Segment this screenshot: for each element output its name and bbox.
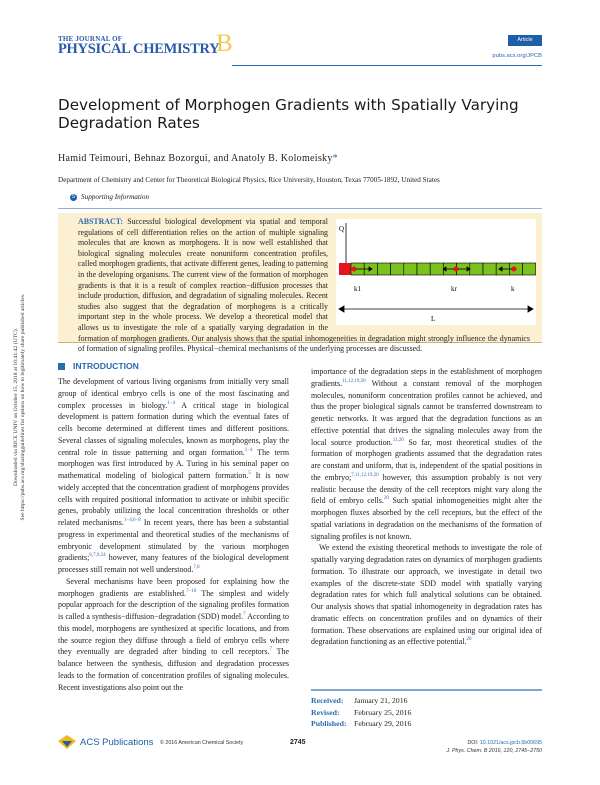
paragraph-text: Such spatial inhomogeneities might alter the morphogen fluxes absorbed by the cell receptors, but the effect of the spatial variations in degradation on the mechanisms of the formation of signaling profiles is not known. [311,496,542,541]
journal-logo-line1: THE JOURNAL OF [58,35,123,43]
citation-link[interactable]: 7,8 [193,565,200,570]
citation-link[interactable]: 7,11,12,19,20 [351,472,379,478]
citation-link[interactable]: 6,7,9,24 [89,553,106,559]
doi-label: DOI: [467,740,479,746]
left-column [58,376,289,693]
paragraph-text: The balance between the synthesis, diffusion and degradation processes leads to the formation of concentration profiles of signaling molecules. Recent investigations also point out the [58,647,289,692]
author-list [58,153,338,164]
supporting-information-link[interactable] [70,193,149,201]
paragraph [58,576,289,694]
paragraph [58,376,289,576]
source-cell [339,263,351,275]
publisher-name: ACS Publications [80,736,154,748]
figure-label-kr: kr [451,285,457,293]
paragraph-text: however, this assumption probably is not very realistic because the density of the cell receptors might vary along the field of embryo cells. [311,472,542,506]
date-value: January 21, 2016 [354,696,408,705]
copyright: © 2016 American Chemical Society [160,740,244,746]
embryo-cell [417,263,430,275]
paragraph-text: importance of the degradation steps in the establishment of morphogen gradients. [311,367,542,388]
paragraph-text: So far, most theoretical studies of the formation of morphogen gradients assumed that the degradation rates are constant and uniform, that is, independent of the spatial positions in the embryo; [311,437,542,482]
right-column [311,366,542,648]
citation-link[interactable]: 20 [466,637,472,643]
citation-link[interactable]: 7 [243,612,246,617]
affiliation: Department of Chemistry and Center for Theoretical Biological Physics, Rice University, Houston, Texas 77005-1892, United States [58,176,440,184]
section-heading-label: INTRODUCTION [73,361,139,371]
figure-label-k: k [511,285,515,293]
embryo-cell [391,263,404,275]
embryo-cell [430,263,443,275]
title-divider [58,208,542,209]
date-label: Revised: [311,707,340,717]
citation-link[interactable]: 11,20 [392,437,404,443]
particle-marker [352,267,357,272]
journal-logo-letter: B [216,30,233,57]
authors: Hamid Teimouri, Behnaz Bozorgui, and Anatoly B. Kolomeisky [58,153,333,164]
embryo-cell [377,263,390,275]
date-label: Received: [311,696,344,705]
paragraph-text: We extend the existing theoretical methods to investigate the role of spatially varying degradation rates on dynamics of morphogen gradients formation. To illustrate our approach, we investigate in detail two examples of the discrete-state SDD model with spatially varying degradation rates for which full analytical solutions can be obtained. Our analysis shows that spatial inhomogeneity in degradation rates has dramatic effects on concentration profiles and on dynamics of their formation. These observations are explained using our original idea of degradation functioning as an effective potential. [311,543,542,647]
citation-link[interactable]: 1−4 [167,400,176,406]
citation-link[interactable]: 5 [248,471,251,476]
download-notice [13,237,27,577]
date-value: February 25, 2016 [354,707,412,717]
date-label: Published: [311,719,347,728]
date-published [311,718,542,730]
section-marker-icon [58,363,65,370]
journal-logo-line2: PHYSICAL CHEMISTRY [58,41,220,57]
paragraph [311,542,542,648]
doi-link[interactable]: 10.1021/acs.jpcb.6b00695 [479,740,542,746]
abstract-figure [336,219,536,325]
abstract-box [58,213,542,354]
publication-dates [311,689,542,730]
acs-publications-logo [58,735,153,749]
embryo-cell [523,263,536,275]
paragraph-text: however, many features of the biological development processes still remain not well understood. [58,553,289,574]
page-number: 2745 [290,739,306,746]
paragraph-text: In recent years, there has been a substantial progress in experimental and theoretical studies of the mechanisms of embryonic development stimulated by the various morphogen gradients; [58,518,289,563]
figure-label-l: L [431,315,436,323]
journal-citation: J. Phys. Chem. B 2016, 120, 2745−2750 [446,748,542,754]
abstract-body: Successful biological development via spatial and temporal regulations of cell differentiation relies on the action of multiple signaling molecules that are known as morphogens. It is now well established that biological signaling molecules create nonuniform concentration profiles, called morphogen gradients, that activate different genes, leading to patterning in the developing organisms. The current view of the formation of morphogen gradients is that it is a result of complex reaction−diffusion processes that include production, diffusion, and degradation of signaling molecules. Recent studies also suggest that the degradation of morphogens is a critically important step in the whole process. We develop a theoretical model that allows us to investigate the role of a spatially varying degradation in the formation of morphogen gradients. Our analysis shows that the spatial inhomogeneities in degradation might strongly influence the dynamics of formation of signaling profiles. Physical−chemical mechanisms of the underlying processes are discussed. [78,217,530,354]
paragraph-text: The term morphogen was first introduced by A. Turing in his seminal paper on mathematical modeling of biological pattern formation. [58,447,289,480]
figure-label-q: Q [339,225,345,233]
date-revised [311,707,542,719]
article-type-badge: Article [508,35,542,46]
citation-link[interactable]: 20 [383,496,389,502]
supporting-info-icon: S [71,193,76,200]
section-heading-introduction [58,361,139,371]
particle-marker [512,267,517,272]
article-title: Development of Morphogen Gradients with Spatially Varying Degradation Rates [58,96,519,132]
paragraph-text: According to this model, morphogens are synthesized at specific locations, and from the source region they diffuse through a field of embryo cells where they eventually are degraded after binding to cell receptors. [58,612,289,657]
date-received [311,695,542,707]
supporting-info-label: Supporting Information [81,193,150,201]
citation-link[interactable]: 11,12,19,20 [342,378,366,384]
paragraph-text: A critical stage in biological development is pattern formation during which the eventual fates of cells become determined at different times and different positions. Several classes of signaling molecules, known as morphogens, play the central role in tissue patterning and organ formation. [58,400,289,457]
date-value: February 29, 2016 [354,719,412,728]
paragraph [311,366,542,542]
citation-link[interactable]: 7 [269,647,272,653]
abstract-label: ABSTRACT: [78,217,124,226]
acs-logo-icon [58,735,76,749]
corresponding-author-link[interactable]: * [332,153,338,164]
citation-link[interactable]: 1−4 [244,447,253,453]
paragraph-text: Several mechanisms have been proposed for explaining how the morphogen gradients are established. [58,576,289,598]
citation-link[interactable]: 7−10 [185,588,197,594]
citation-link[interactable]: 1−4,6−8 [123,518,141,523]
particle-marker [454,267,459,272]
embryo-cell [470,263,483,275]
journal-url-link[interactable]: pubs.acs.org/JPCB [492,53,542,59]
figure-label-k1: k1 [354,285,361,293]
download-notice-line2: See https://pubs.acs.org/sharingguidelines for options on how to legitimately share published articles. [20,293,26,521]
embryo-cell [483,263,496,275]
paragraph-text: The simplest and widely popular approach for the description of the signaling profiles formation is called a synthesis−diffusion−degradation (SDD) model. [58,588,289,621]
header-rule [232,65,542,66]
embryo-cell [404,263,417,275]
paragraph-text: The development of various living organisms from initially very small group of identical embryo cells is one of the most fascinating and complex processes in biology. [58,377,289,410]
paragraph-text: Without a constant removal of the morphogen molecules, nonuniform concentration profiles cannot be achieved, and thus the proper biological signals cannot be transferred downstream to genetic networks. It was argued that the degradation functions as an effective potential that drives the signaling molecules away from the local source production. [311,378,542,447]
paragraph-text: It is now widely accepted that the concentration gradient of morphogens provides cells with required positional information to activate or inhibit specific genes, probably utilizing the local concentration thresholds or other related mechanisms. [58,471,290,527]
doi-block [446,739,542,755]
download-notice-line1: Downloaded via RICE UNIV on October 15, 2018 at 16:41:42 (UTC). [13,327,19,487]
